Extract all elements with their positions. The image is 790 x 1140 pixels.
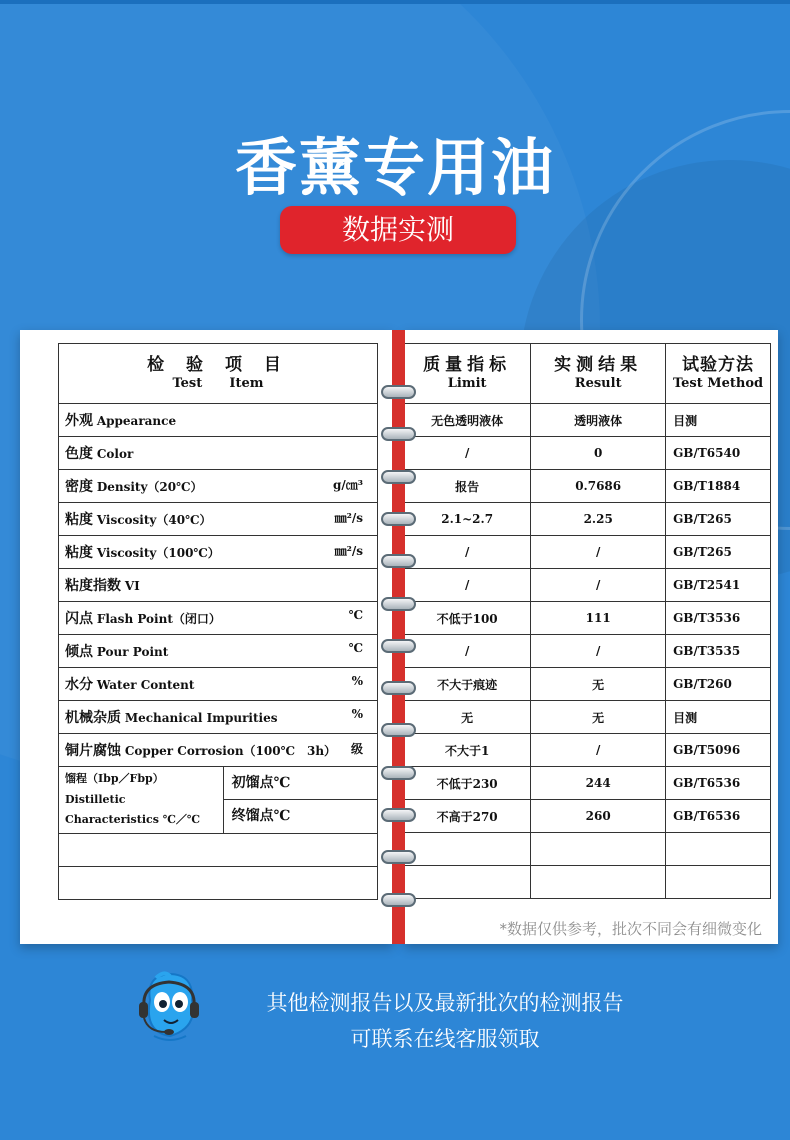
header-test-item: 检 验 项 目 Test Item: [59, 344, 378, 404]
unit-label: %: [351, 707, 363, 721]
binder-ring: [381, 850, 416, 864]
result-cell: /: [531, 734, 666, 767]
table-row: [404, 569, 771, 602]
limit-cell: 不低于100: [404, 602, 531, 635]
unit-label: ㎜²/s: [334, 544, 363, 558]
table-row: [59, 404, 378, 437]
item-name-en: Viscosity（100℃）: [96, 546, 220, 560]
table-row: [59, 668, 378, 701]
item-name-en: Flash Point（闭口）: [96, 612, 221, 626]
result-cell: 无: [531, 701, 666, 734]
empty-row: [59, 867, 378, 900]
table-row: [404, 602, 771, 635]
unit-label: %: [351, 674, 363, 688]
binder-ring: [381, 427, 416, 441]
result-cell: 透明液体: [531, 404, 666, 437]
unit-label: ㎜²/s: [334, 511, 363, 525]
item-name-en: Copper Corrosion（100℃ 3h）: [124, 744, 337, 758]
method-cell: GB/T6540: [666, 437, 771, 470]
binder-ring: [381, 723, 416, 737]
test-item-cell: [59, 536, 378, 569]
binder-ring: [381, 893, 416, 907]
distill-sublabels: [223, 767, 377, 834]
table-row: [59, 701, 378, 734]
item-name-cn: 粘度: [65, 545, 93, 561]
test-item-cell: [59, 569, 378, 602]
limit-cell: 不大于1: [404, 734, 531, 767]
item-name-en: VI: [124, 579, 140, 593]
limit-cell: 不大于痕迹: [404, 668, 531, 701]
table-row: [59, 602, 378, 635]
fbp-label: 终馏点℃: [231, 808, 291, 824]
limit-cell: /: [404, 635, 531, 668]
limit-cell: /: [404, 569, 531, 602]
item-name-en: Water Content: [96, 678, 195, 692]
table-row: [59, 536, 378, 569]
item-name-cn: 粘度指数: [65, 578, 121, 594]
binder-ring: [381, 597, 416, 611]
item-name-en: Density（20℃）: [96, 480, 203, 494]
header-limit: 质量指标 Limit: [404, 344, 531, 404]
unit-label: ℃: [348, 608, 363, 622]
method-cell: 目测: [666, 701, 771, 734]
table-row: [404, 701, 771, 734]
empty-cell: [666, 866, 771, 899]
binder-ring: [381, 766, 416, 780]
result-cell: 2.25: [531, 503, 666, 536]
limit-cell: 无色透明液体: [404, 404, 531, 437]
item-name-cn: 闪点: [65, 611, 93, 627]
ibp-label: 初馏点℃: [224, 767, 377, 800]
test-item-cell: [59, 635, 378, 668]
item-name-cn: 倾点: [65, 644, 93, 660]
binder-ring: [381, 554, 416, 568]
method-cell: 目测: [666, 404, 771, 437]
table-row: [404, 536, 771, 569]
fbp-result: 260: [531, 800, 666, 833]
test-item-cell: [59, 470, 378, 503]
method-cell: GB/T260: [666, 668, 771, 701]
footnote: *数据仅供参考，批次不同会有细微变化: [499, 920, 762, 938]
fbp-limit: 不高于270: [404, 800, 531, 833]
method-cell: GB/T265: [666, 503, 771, 536]
table-row: [59, 635, 378, 668]
limit-cell: 无: [404, 701, 531, 734]
test-item-cell: [59, 602, 378, 635]
empty-cell: [531, 866, 666, 899]
item-name-en: Pour Point: [96, 645, 169, 659]
service-line-1: 其他检测报告以及最新批次的检测报告: [266, 991, 624, 1015]
empty-cell: [404, 833, 531, 866]
limit-cell: /: [404, 437, 531, 470]
page-title: 香薰专用油: [234, 131, 555, 204]
binder-ring: [381, 639, 416, 653]
item-name-en: Appearance: [96, 414, 177, 428]
item-name-cn: 铜片腐蚀: [65, 743, 121, 759]
item-name-cn: 色度: [65, 446, 93, 462]
result-cell: /: [531, 635, 666, 668]
limit-cell: 2.1~2.7: [404, 503, 531, 536]
subtitle-badge: 数据实测: [280, 206, 516, 254]
method-cell: GB/T2541: [666, 569, 771, 602]
customer-service-mascot-icon: [136, 970, 202, 1044]
result-cell: 0.7686: [531, 470, 666, 503]
limit-cell: 报告: [404, 470, 531, 503]
method-cell: GB/T1884: [666, 470, 771, 503]
table-row: [59, 437, 378, 470]
limit-cell: /: [404, 536, 531, 569]
table-row: [404, 503, 771, 536]
result-cell: 无: [531, 668, 666, 701]
result-cell: 0: [531, 437, 666, 470]
item-name-en: Viscosity（40℃）: [96, 513, 212, 527]
test-item-cell: [59, 701, 378, 734]
method-cell: GB/T5096: [666, 734, 771, 767]
item-name-cn: 密度: [65, 479, 93, 495]
binder-ring: [381, 681, 416, 695]
item-name-en: Color: [96, 447, 134, 461]
table-row: [59, 470, 378, 503]
notebook-left-page: [20, 330, 393, 944]
result-cell: /: [531, 536, 666, 569]
item-name-cn: 外观: [65, 413, 93, 429]
test-item-table: [58, 343, 378, 900]
test-item-cell: [59, 734, 378, 767]
table-row: [404, 437, 771, 470]
table-row: [404, 734, 771, 767]
test-item-cell: [59, 503, 378, 536]
table-row: [404, 404, 771, 437]
method-cell: GB/T3536: [666, 602, 771, 635]
binder-ring: [381, 512, 416, 526]
notebook-right-page: [404, 330, 778, 944]
table-row: [404, 470, 771, 503]
item-name-en: Mechanical Impurities: [124, 711, 278, 725]
binder-ring: [381, 808, 416, 822]
ibp-limit: 不低于230: [404, 767, 531, 800]
unit-label: 级: [350, 742, 363, 756]
empty-cell: [531, 833, 666, 866]
service-line-2: 可联系在线客服领取: [350, 1027, 540, 1051]
empty-cell: [666, 833, 771, 866]
unit-label: g/㎝³: [332, 478, 363, 492]
distill-label: 馏程（Ibp／Fbp）Distilletic Characteristics ℃／℃: [59, 767, 224, 834]
header-method: 试验方法 Test Method: [666, 344, 771, 404]
result-cell: 111: [531, 602, 666, 635]
item-name-cn: 粘度: [65, 512, 93, 528]
item-name-cn: 机械杂质: [65, 710, 121, 726]
ibp-result: 244: [531, 767, 666, 800]
test-item-cell: [59, 668, 378, 701]
empty-row: [59, 834, 378, 867]
result-cell: /: [531, 569, 666, 602]
table-row: [404, 635, 771, 668]
method-cell: GB/T265: [666, 536, 771, 569]
binder-ring: [381, 385, 416, 399]
empty-cell: [404, 866, 531, 899]
result-table: [404, 343, 771, 899]
table-row: [59, 734, 378, 767]
table-row: [59, 569, 378, 602]
test-item-cell: [59, 404, 378, 437]
unit-label: ℃: [348, 641, 363, 655]
table-row: [59, 503, 378, 536]
top-strip: [0, 0, 790, 4]
method-cell: GB/T3535: [666, 635, 771, 668]
fbp-method: GB/T6536: [666, 800, 771, 833]
ibp-method: GB/T6536: [666, 767, 771, 800]
item-name-cn: 水分: [65, 677, 93, 693]
table-row: [404, 668, 771, 701]
binder-ring: [381, 470, 416, 484]
test-item-cell: [59, 437, 378, 470]
header-result: 实测结果 Result: [531, 344, 666, 404]
